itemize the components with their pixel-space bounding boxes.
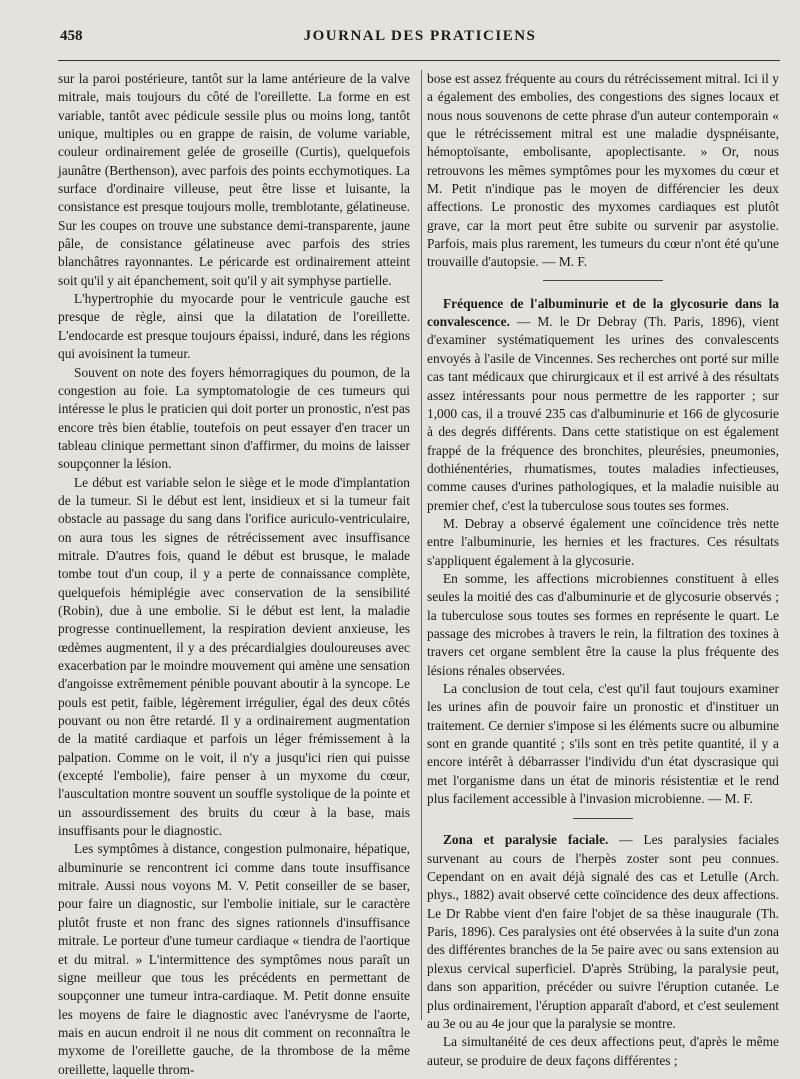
article-separator	[543, 280, 663, 281]
left-paragraph-3: Souvent on note des foyers hémorragiques du poumon, de la congestion au foie. La symptomatologie de ces tumeurs qui intéresse le plus le praticien qui doit porter un pronostic, n'est pas encore très bien établie, toutefois on peut essayer d'en tracer un tableau clinique permettant sinon d'affirmer, du moins de laisser soupçonner la lésion.	[58, 364, 410, 472]
header-rule	[58, 60, 780, 61]
albuminurie-text-1: — M. le Dr Debray (Th. Paris, 1896), vient d'examiner systématiquement les urines des convalescents envoyés à l'asile de Vincennes. Ses recherches ont porté sur mille cas tant médicaux que chirurgicaux et il est arrivé à des résultats assez intéressants pour nous permettre de les rapporter ; sur 1,000 cas, il a trouvé 235 cas d'albuminurie et 166 de glycosurie à des degrés différents. Dans cette statistique on est également frappé de la fréquence des bronchites, pleurésies, pneumonies, dothiénentéries, rhumatismes, toutes maladies infectieuses, comme causes d'urines pathologiques, et la maladie nuisible au premier chef, c'est la tuberculose sous toutes ses formes.	[427, 314, 779, 513]
zona-paragraph-2: La simultanéité de ces deux affections peut, d'après le même auteur, se produire de deux façons différentes ;	[427, 1034, 779, 1068]
left-paragraph-2: L'hypertrophie du myocarde pour le ventricule gauche est presque de règle, ainsi que la dilatation de l'oreillette. L'endocarde est presque toujours épaissi, induré, dans les régions qui avoisinent la tumeur.	[58, 291, 410, 362]
albuminurie-paragraph-2: M. Debray a observé également une coïncidence très nette entre l'albuminurie, les hernies et les fractures. Ces résultats s'appliquent également à la glycosurie.	[427, 515, 779, 568]
left-paragraph-5: Les symptômes à distance, congestion pulmonaire, hépatique, albuminurie se rencontrent ici comme dans toute insuffisance mitrale. Aussi nous voyons M. V. Petit conseiller de se baser, pour faire un diagnostic, sur l'embolie initiale, sur le caractère plutôt fruste et non franc des signes rationnels d'insuffisance mitrale. Le porteur d'une tumeur cardiaque « tiendra de l'aortique et du mitral. » L'intermittence des symptômes nous paraît un signe meilleur que tous les précédents en permettant de soupçonner une tumeur intra-cardiaque. M. Petit donne ensuite les moyens de faire le diagnostic avec l'anévrysme de l'aorte, mais en aucun endroit il ne nous dit comment on reconnaîtra le myxome de l'oreillette gauche, de la thrombose de la même oreillette, laquelle throm-	[58, 841, 410, 1077]
article-separator	[573, 818, 633, 819]
page-header	[60, 26, 780, 52]
column-divider	[421, 70, 422, 1020]
right-column	[427, 70, 779, 1070]
zona-article-title: Zona et paralysie faciale.	[443, 832, 609, 848]
albuminurie-paragraph-1	[427, 295, 779, 515]
page-number: 458	[60, 28, 83, 44]
left-paragraph-4: Le début est variable selon le siège et le mode d'implantation de la tumeur. Si le début est lent, insidieux et si la tumeur fait obstacle au passage du sang dans l'orifice auriculo-ventriculaire, on aura tous les signes de rétrécissement avec insuffisance mitrale. D'autres fois, quand le début est brusque, le malade tombe tout d'un coup, il y a perte de connaissance complète, quelquefois hémiplégie avec conservation de la sensibilité (Robin), due à une embolie. Si le début est lent, la maladie progresse continuellement, la respiration devient anxieuse, les œdèmes augmentent, il y a des précardialgies douloureuses avec exacerbation par le moindre mouvement qui amène une sensation d'angoisse extrêmement pénible pouvant aboutir à la syncope. Le pouls est petit, faible, légèrement irrégulier, égal des deux côtés pouvant ou non être retardé. Il y a ordinairement augmentation de la matité cardiaque et parfois un léger frémissement à la palpation. Comme on le voit, il n'y a jusqu'ici rien qui puisse (excepté l'embolie), faire penser à un myxome du cœur, l'auscultation montre souvent un souffle systolique de la pointe et un assourdissement des bruits du cœur à la base, mais insuffisants pour le diagnostic.	[58, 474, 410, 839]
running-title: JOURNAL DES PRATICIENS	[303, 28, 537, 44]
left-column	[58, 70, 410, 1079]
albuminurie-article-title: Fréquence de l'albuminurie et de la glycosurie dans la convalescence.	[427, 295, 779, 330]
albuminurie-paragraph-4: La conclusion de tout cela, c'est qu'il faut toujours examiner les urines afin de pouvoir faire un pronostic et d'instituer un traitement. Ce dernier s'impose si les éléments sucre ou albumine sont en grande quantité ; s'ils sont en très petite quantité, il y a encore intérêt à débarrasser l'individu d'un état dyscrasique qui met l'organisme dans un état de minoris résistentiæ et le rend plus facilement accessible à l'invasion microbienne. — M. F.	[427, 681, 779, 807]
zona-text-1: — Les paralysies faciales survenant au cours de l'herpès zoster sont peu connues. Cependant on en avait déjà signalé des cas et Letulle (Arch. phys., 1882) avait observé cette coïncidence des deux affections. Le Dr Rabbe vient d'en faire l'objet de sa thèse inaugurale (Th. Paris, 1896). Ces paralysies ont été observées à la suite d'un zona des différentes branches de la 5e paire avec ou sans extension au plexus cervical superficiel. D'après Strübing, la paralysie peut, dans son apparition, précéder ou suivre l'éruption cutanée. Le plus ordinairement, l'éruption apparaît d'abord, et c'est seulement au 3e ou au 4e jour que la paralysie se montre.	[427, 832, 779, 1031]
myxome-conclusion-paragraph: bose est assez fréquente au cours du rétrécissement mitral. Ici il y a également des embolies, des congestions des signes locaux et nous nous souvenons de cette phrase d'un auteur contemporain « que le rétrécissement mitral est une maladie dyspnéisante, hémoptoïsante, embolisante, apoplectisante. » Or, nous retrouvons les mêmes symptômes pour les myxomes du cœur et M. Petit n'indique pas le moyen de différencier les deux affections. Le pronostic des myxomes cardiaques est plutôt grave, car la mort peut être subite ou survenir par asystolie. Parfois, mais plus rarement, les tumeurs du cœur n'ont été qu'une trouvaille d'autopsie. — M. F.	[427, 71, 779, 270]
zona-paragraph-1	[427, 831, 779, 1033]
albuminurie-paragraph-3: En somme, les affections microbiennes constituent à elles seules la moitié des cas d'albuminurie et de glycosurie observés ; la tuberculose sous toutes ses formes en représente le quart. Le passage des microbes à travers le rein, la filtration des toxines à travers cet organe semblent être la cause la plus fréquente des lésions rénales observées.	[427, 570, 779, 678]
left-paragraph-1: sur la paroi postérieure, tantôt sur la lame antérieure de la valve mitrale, mais toujours du côté de l'oreillette. La forme en est variable, tantôt avec pédicule sessile plus ou moins long, tantôt unique, multiples ou en grappe de raisin, de volume variable, couleur ordinairement gelée de groseille (Curtis), quelquefois jaunâtre (Berthenson), avec parfois des points ecchymotiques. La surface d'ordinaire villeuse, peut être lisse et luisante, la consistance est presque toujours molle, tremblotante, gélatineuse. Sur les coupes on trouve une substance demi-transparente, jaune pâle, de consistance gélatineuse avec parfois des stries blanchâtres rayonnantes. Le péricarde est ordinairement atteint soit qu'il y ait épanchement, soit qu'il y ait symphyse partielle.	[58, 71, 410, 288]
